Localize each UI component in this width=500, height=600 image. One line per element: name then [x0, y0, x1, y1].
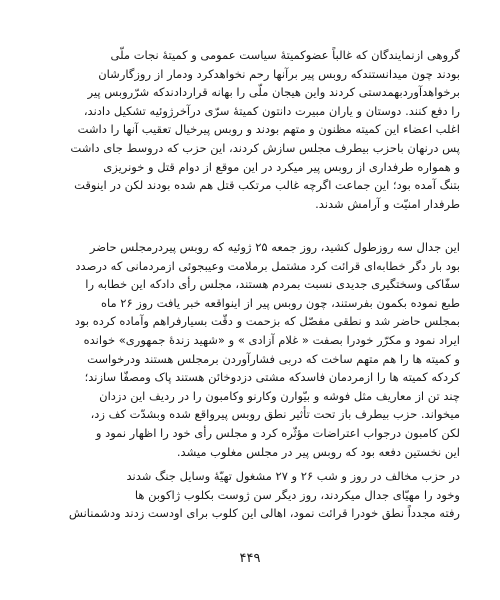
- text-line: در حزب مخالف در روز و شب ۲۶ و ۲۷ مشغول تهیّهٔ وسایل جنگ شدند: [126, 469, 460, 483]
- text-line: بتنگ آمده بود؛ این جماعت اگرچه غالب مرتکب قتل هم شده بودند لکن در اینوقت: [74, 178, 460, 193]
- text-line: پس درنهان باحزب بیطرف مجلس سازش کردند، این حزب که دروسط جای داشت: [70, 140, 460, 155]
- paragraph-3: [60, 467, 460, 523]
- text-line: و کمیته ها را هم متهم ساخت که دربی فشارآوردن برمجلس هستند ودرخواست: [87, 351, 460, 366]
- text-line: وخود را مهیّای جدال میکردند، روز دیگر سن ژوست بکلوب ژاکوبن ها: [134, 487, 460, 502]
- text-line: را دفع کنند. دوستان و یاران مبیرت دانتون کمیتهٔ سرّی درآخرژوئیه تشکیل دادند،: [83, 103, 460, 118]
- text-line: بود بار دگر خطابه‌ای قرائت کرد مشتمل برملامت وعیبجوئی ازمردمانی که درصدد: [75, 258, 460, 273]
- text-line: این جدال سه روزطول کشید، روز جمعه ۲۵ ژوئیه که روبس پیردرمجلس حاضر: [89, 240, 460, 254]
- text-line: اغلب اعضاء این کمیته مظنون و متهم بودند و روبس پیرخیال تعقیب آنها را داشت: [77, 122, 460, 137]
- text-line: ایراد نمود و مکرّر خودرا بصفت « غلام آزادی » و «شهید زندهٔ جمهوری» خوانده: [83, 332, 460, 347]
- text-line: کردکه کمیته ها را ازمردمان فاسدکه مشتی دزدوخائن هستند پاک ومصفّا سازند؛: [84, 370, 460, 385]
- paragraph-2: [60, 238, 460, 461]
- text-line: برخواهدآوردبهمدستی کردند واین هیجان ملّی را بهانه قراردادندکه شرّروبس پیر: [87, 85, 460, 100]
- text-line: و همواره طرفداری از روبس پیر میکرد در این موقع از دوام قتل و خونریزی: [103, 159, 460, 174]
- text-line: لکن کامبون درجواب اعتراضات مؤثّره کرد و مجلس رأی خود را اظهار نمود و: [95, 425, 460, 440]
- text-line: بودند چون میدانستندکه روبس پیر برآنها رحم نخواهدکرد ودمار از روزگارشان: [98, 66, 460, 81]
- text-line: بمجلس حاضر شد و نطقی مفصّل که بزحمت و دقّت بسیارفراهم وآماده کرده بود: [74, 314, 460, 329]
- text-line: طرفدار امنیّت و آرامش شدند.: [315, 196, 460, 211]
- text-line: سفّاکی وسختگیری جدیدی نسبت بمردم هستند، مجلس رأی دادکه این خطابه را: [85, 277, 460, 292]
- paragraph-1: [60, 46, 460, 213]
- page-number: ۴۴۹: [239, 551, 261, 566]
- text-line: گروهی ازنمایندگان که غالباً عضوکمیتهٔ سیاست عمومی و کمیتهٔ نجات ملّی: [110, 48, 460, 62]
- text-line: این نخستین دفعه بود که روبس پیر در مجلس مغلوب میشد.: [176, 444, 460, 459]
- text-line: میخواند. حزب بیطرف باز تحت تأثیر نطق روبس پیرواقع شده وبشدّت کف زد،: [90, 407, 460, 422]
- text-line: طبع نموده بکمون بفرستند، چون روبس پیر از اینواقعه خبر یافت روز ۲۶ ماه: [100, 295, 460, 310]
- text-line: چند تن از معاریف مثل فوشه و بیّوارن وکارنو وکامبون را در ردیف این دزدان: [99, 388, 460, 403]
- text-line: رفته مجدداً نطق خودرا قرائت نمود، اهالی این کلوب برای اودست زدند ودشمنانش: [68, 506, 460, 521]
